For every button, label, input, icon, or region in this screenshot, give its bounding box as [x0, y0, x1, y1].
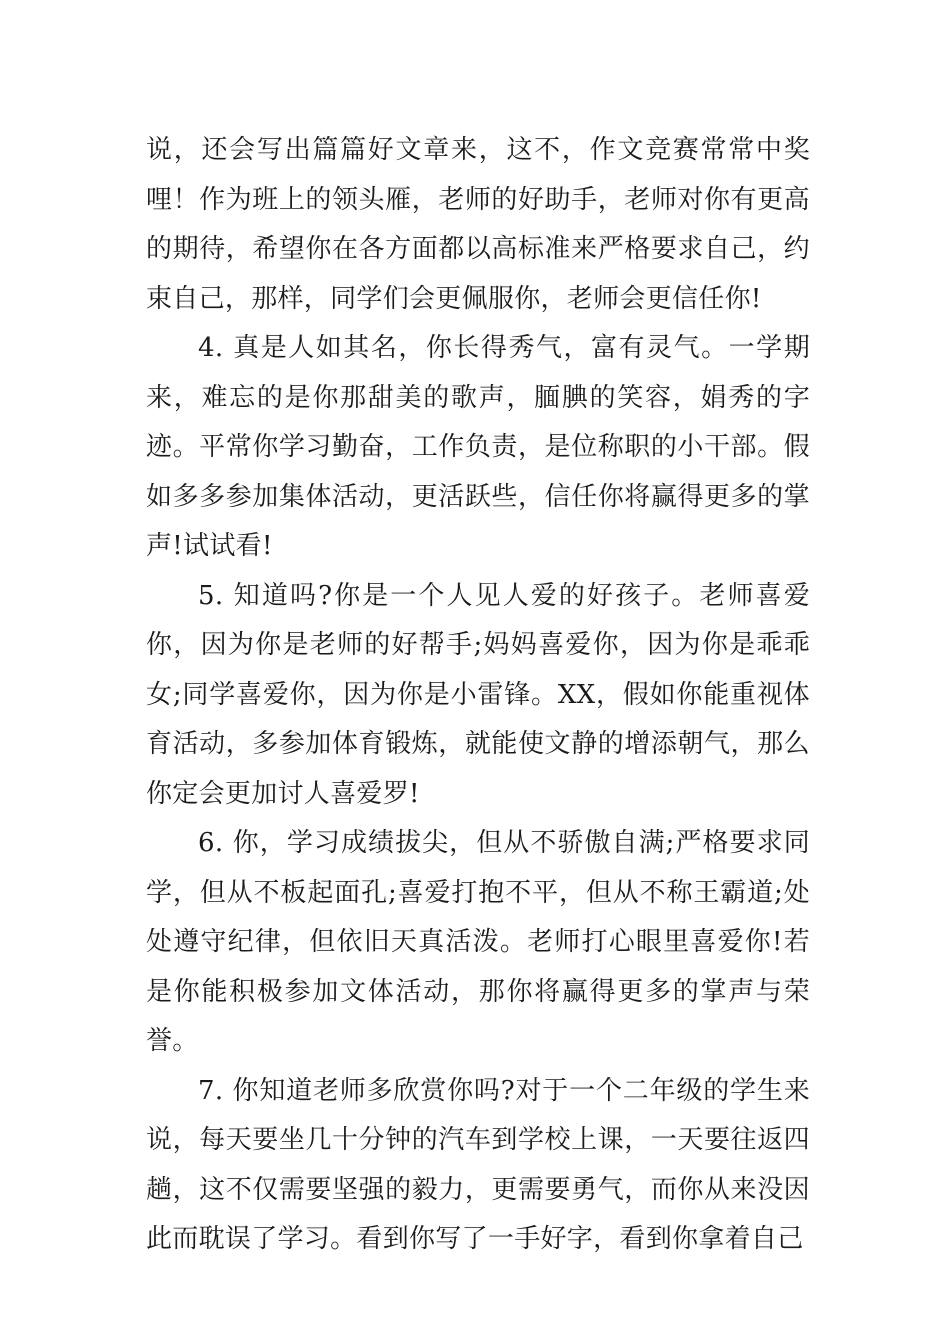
document-body [146, 126, 810, 1265]
paragraph-5: 5. 知道吗?你是一个人见人爱的好孩子。老师喜爱你，因为你是老师的好帮手;妈妈喜爱你，因为你是乖乖女;同学喜爱你，因为你是小雷锋。XX，假如你能重视体育活动，多参加体育锻炼，就能使文静的增添朝气，那么你定会更加讨人喜爱罗! [146, 580, 810, 809]
paragraph-7: 7. 你知道老师多欣赏你吗?对于一个二年级的学生来说，每天要坐几十分钟的汽车到学校上课，一天要往返四趟，这不仅需要坚强的毅力，更需要勇气，而你从来没因此而耽误了学习。看到你写了一手好字，看到你拿着自己 [146, 1075, 810, 1254]
paragraph-4: 4. 真是人如其名，你长得秀气，富有灵气。一学期来，难忘的是你那甜美的歌声，腼腆的笑容，娟秀的字迹。平常你学习勤奋，工作负责，是位称职的小干部。假如多多参加集体活动，更活跃些，信任你将赢得更多的掌声!试试看! [146, 333, 810, 561]
paragraph-6: 6. 你，学习成绩拔尖，但从不骄傲自满;严格要求同学，但从不板起面孔;喜爱打抱不平，但从不称王霸道;处处遵守纪律，但依旧天真活泼。老师打心眼里喜爱你!若是你能积极参加文体活动，那你将赢得更多的掌声与荣誉。 [146, 828, 810, 1056]
paragraph-continued: 说，还会写出篇篇好文章来，这不，作文竞赛常常中奖哩！作为班上的领头雁，老师的好助手，老师对你有更高的期待，希望你在各方面都以高标准来严格要求自己，约束自己，那样，同学们会更佩服你，老师会更信任你! [146, 135, 810, 314]
